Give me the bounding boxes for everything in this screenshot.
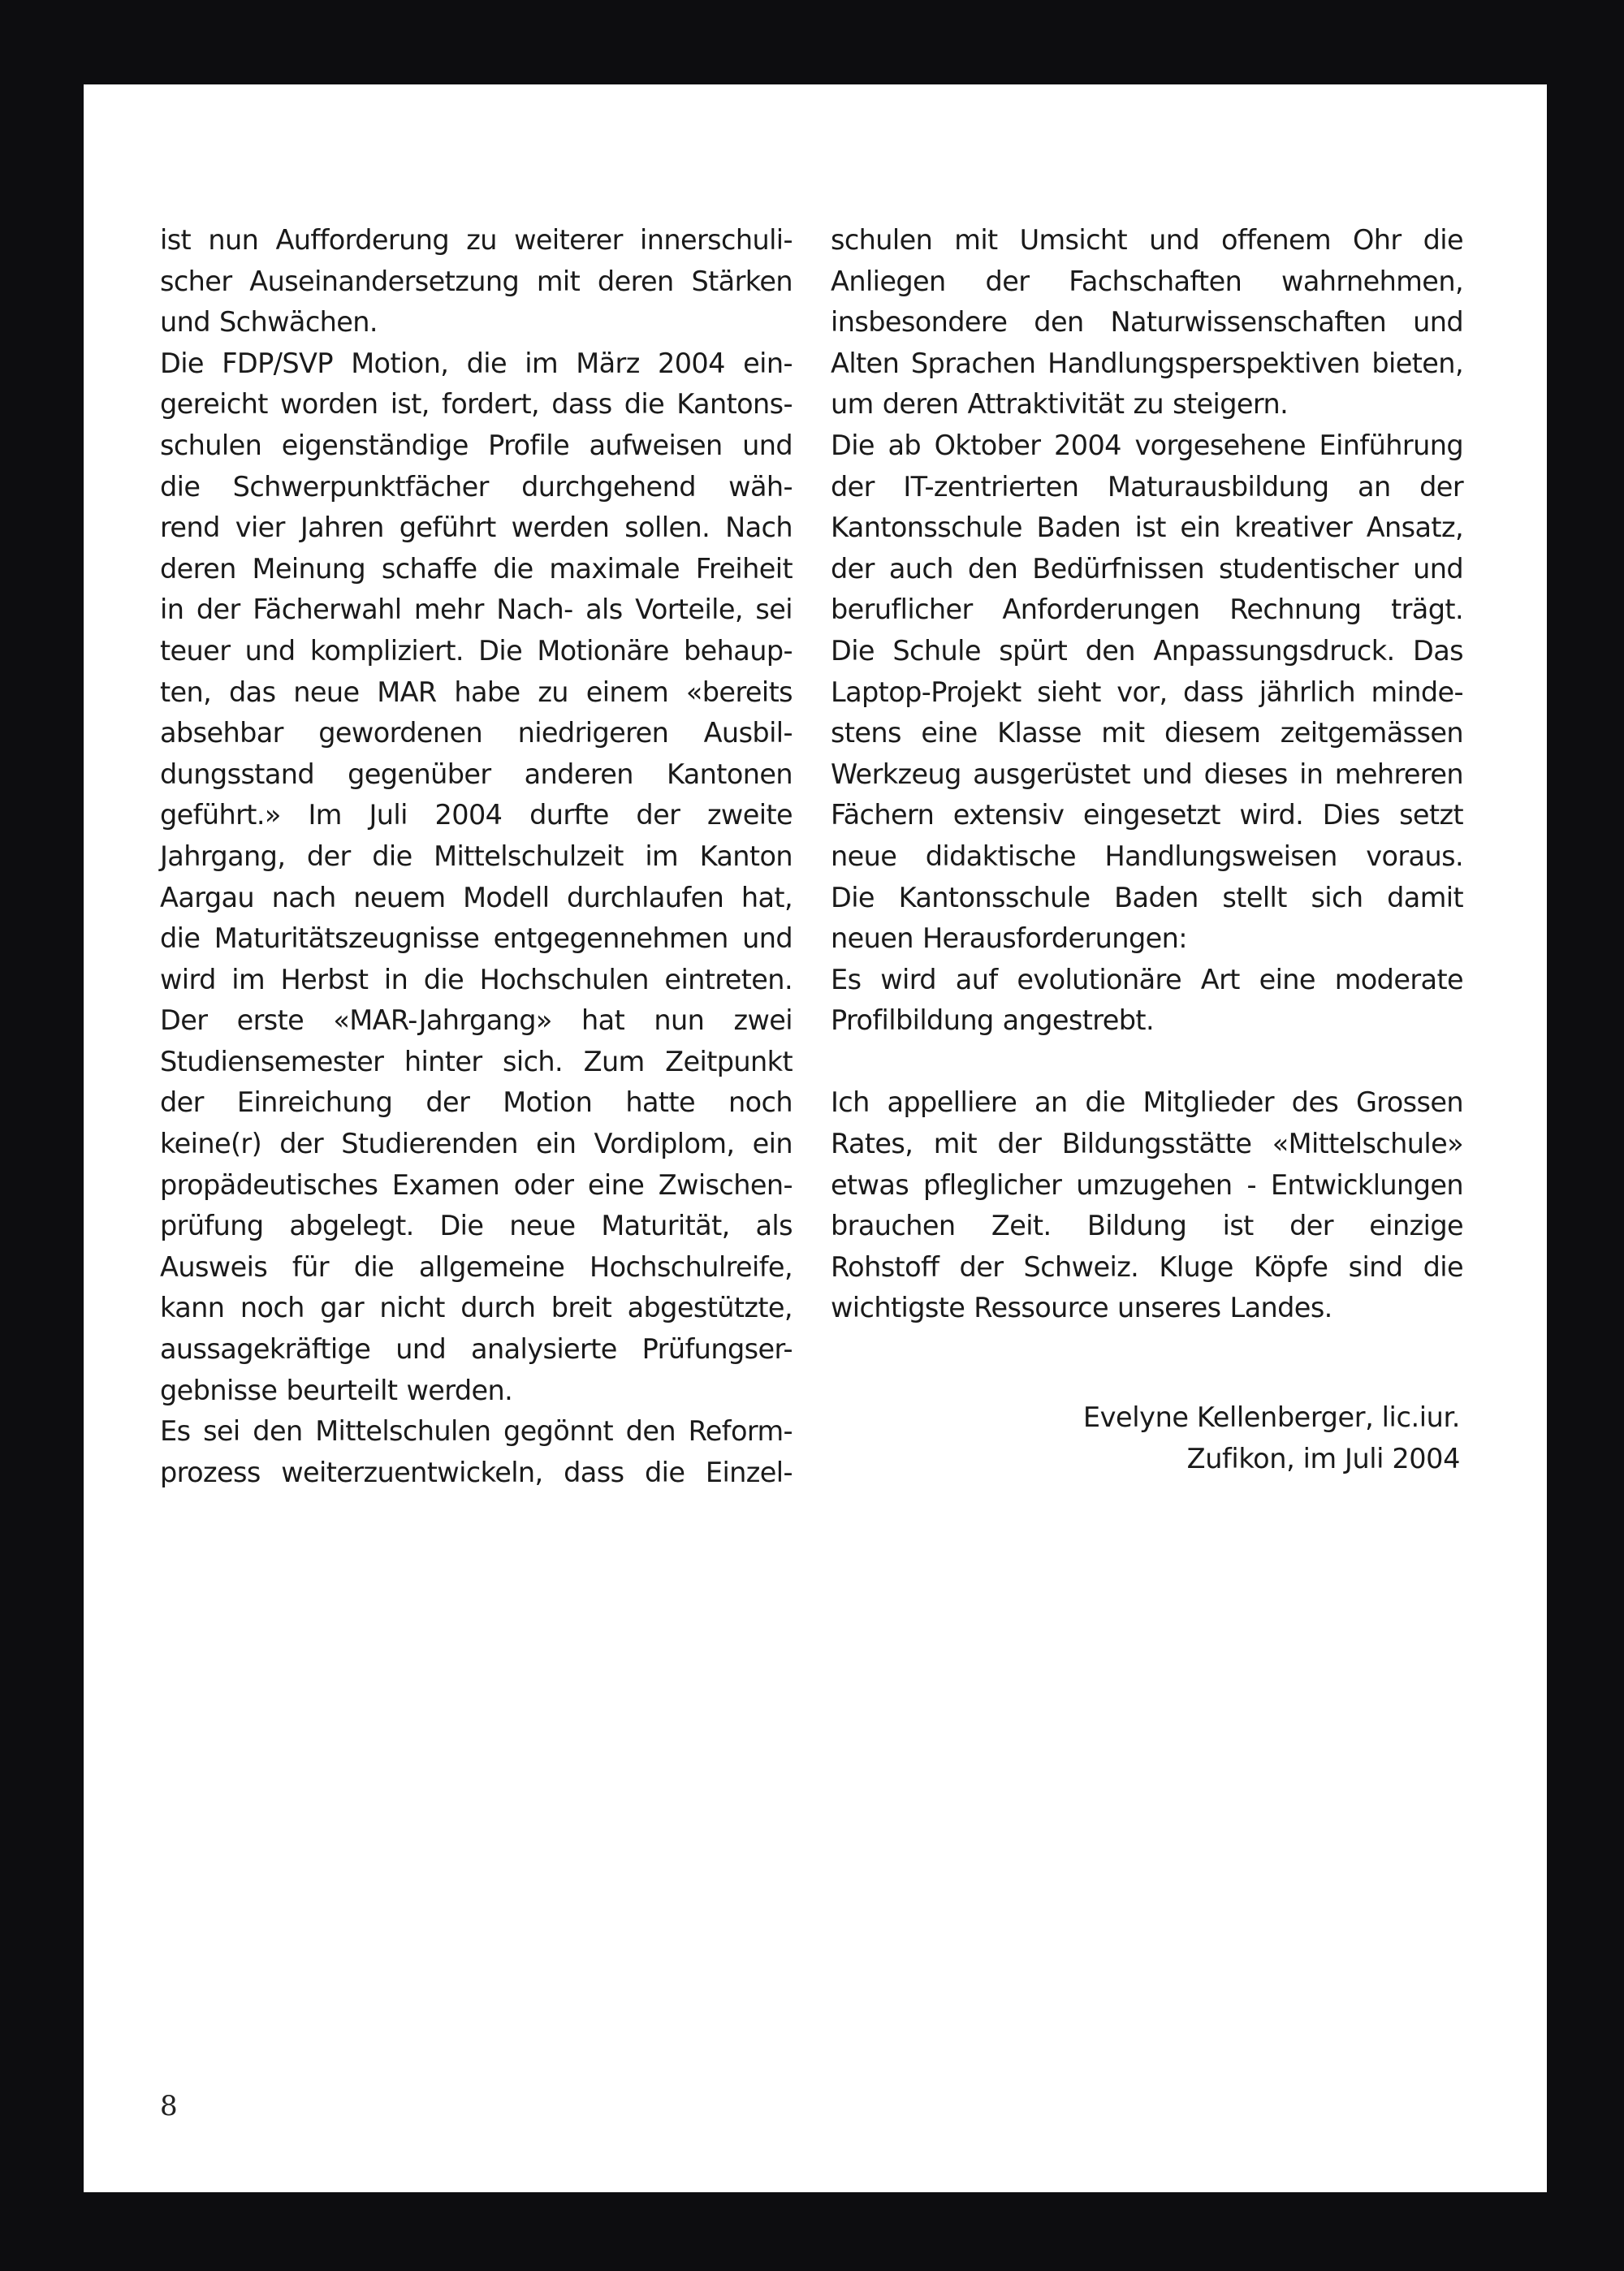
right-text-column <box>831 220 1463 1329</box>
document-page <box>84 84 1547 2192</box>
text-line: aussagekräftige und analysierte Prüfungser- <box>160 1333 793 1366</box>
text-line: etwas pfleglicher umzugehen - Entwicklungen <box>831 1168 1463 1201</box>
text-line: scher Auseinandersetzung mit deren Stärken <box>160 265 793 297</box>
text-line: Studiensemester hinter sich. Zum Zeitpunkt <box>160 1045 793 1077</box>
text-line: die Maturitätszeugnisse entgegennehmen und <box>160 922 793 955</box>
text-line: absehbar gewordenen niedrigeren Ausbil- <box>160 717 793 749</box>
text-line: und Schwächen. <box>160 306 378 339</box>
text-line: Profilbildung angestrebt. <box>831 1004 1154 1037</box>
text-line: deren Meinung schaffe die maximale Freiheit <box>160 552 793 585</box>
text-line: Es sei den Mittelschulen gegönnt den Reform- <box>160 1415 793 1448</box>
text-line: Alten Sprachen Handlungsperspektiven bieten, <box>831 347 1463 379</box>
text-line: wird im Herbst in die Hochschulen eintreten. <box>160 963 793 995</box>
text-line: stens eine Klasse mit diesem zeitgemässen <box>831 717 1463 749</box>
text-line: Ich appelliere an die Mitglieder des Grossen <box>831 1086 1463 1119</box>
text-line: Rohstoff der Schweiz. Kluge Köpfe sind die <box>831 1250 1463 1283</box>
text-line: gebnisse beurteilt werden. <box>160 1374 513 1406</box>
left-text-column <box>160 220 793 1493</box>
text-line: Rates, mit der Bildungsstätte «Mittelschule» <box>831 1128 1463 1160</box>
text-line: prüfung abgelegt. Die neue Maturität, als <box>160 1210 793 1242</box>
text-line: rend vier Jahren geführt werden sollen. Nach <box>160 512 793 544</box>
text-line: Die ab Oktober 2004 vorgesehene Einführung <box>831 429 1463 461</box>
text-line: brauchen Zeit. Bildung ist der einzige <box>831 1210 1463 1242</box>
text-line: Die Kantonsschule Baden stellt sich damit <box>831 881 1463 913</box>
text-line: geführt.» Im Juli 2004 durfte der zweite <box>160 799 793 831</box>
text-line: schulen mit Umsicht und offenem Ohr die <box>831 224 1463 256</box>
text-line: schulen eigenständige Profile aufweisen und <box>160 429 793 461</box>
text-line: insbesondere den Naturwissenschaften und <box>831 306 1463 339</box>
text-line: Es wird auf evolutionäre Art eine moderate <box>831 963 1463 995</box>
text-line: in der Fächerwahl mehr Nach- als Vorteile, sei <box>160 594 793 626</box>
text-line: Kantonsschule Baden ist ein kreativer Ansatz, <box>831 512 1463 544</box>
signature-block <box>1083 1397 1460 1479</box>
text-line: Werkzeug ausgerüstet und dieses in mehreren <box>831 758 1463 790</box>
text-line: Jahrgang, der die Mittelschulzeit im Kanton <box>160 840 793 872</box>
text-line: Aargau nach neuem Modell durchlaufen hat, <box>160 881 793 913</box>
text-line: der auch den Bedürfnissen studentischer und <box>831 552 1463 585</box>
text-line: neue didaktische Handlungsweisen voraus. <box>831 840 1463 872</box>
text-line: um deren Attraktivität zu steigern. <box>831 388 1289 421</box>
text-line: wichtigste Ressource unseres Landes. <box>831 1292 1332 1324</box>
text-line: Anliegen der Fachschaften wahrnehmen, <box>831 265 1463 297</box>
text-line: dungsstand gegenüber anderen Kantonen <box>160 758 793 790</box>
text-line: beruflicher Anforderungen Rechnung trägt. <box>831 594 1463 626</box>
page-number: 8 <box>160 2090 178 2122</box>
text-line: Ausweis für die allgemeine Hochschulreife, <box>160 1250 793 1283</box>
text-line: teuer und kompliziert. Die Motionäre behaup- <box>160 634 793 667</box>
paragraph-spacer <box>831 1042 1463 1083</box>
text-line: prozess weiterzuentwickeln, dass die Einzel- <box>160 1456 793 1488</box>
text-line: keine(r) der Studierenden ein Vordiplom, ein <box>160 1128 793 1160</box>
text-line: der Einreichung der Motion hatte noch <box>160 1086 793 1119</box>
text-line: die Schwerpunktfächer durchgehend wäh- <box>160 470 793 503</box>
text-line: propädeutisches Examen oder eine Zwischen- <box>160 1168 793 1201</box>
place-date: Zufikon, im Juli 2004 <box>1186 1442 1460 1474</box>
text-line: kann noch gar nicht durch breit abgestützte, <box>160 1292 793 1324</box>
author-name: Evelyne Kellenberger, lic.iur. <box>1082 1401 1460 1433</box>
text-line: gereicht worden ist, fordert, dass die Kantons- <box>160 388 793 421</box>
text-line: ist nun Aufforderung zu weiterer innerschuli- <box>160 224 793 256</box>
text-line: der IT-zentrierten Maturausbildung an der <box>831 470 1463 503</box>
text-line: Der erste «MAR-Jahrgang» hat nun zwei <box>160 1004 793 1037</box>
text-line: Die Schule spürt den Anpassungsdruck. Das <box>831 634 1463 667</box>
text-line: neuen Herausforderungen: <box>831 922 1187 955</box>
text-line: ten, das neue MAR habe zu einem «bereits <box>160 676 793 708</box>
text-line: Fächern extensiv eingesetzt wird. Dies setzt <box>831 799 1463 831</box>
text-line: Die FDP/SVP Motion, die im März 2004 ein- <box>160 347 793 379</box>
text-line: Laptop-Projekt sieht vor, dass jährlich minde- <box>831 676 1463 708</box>
